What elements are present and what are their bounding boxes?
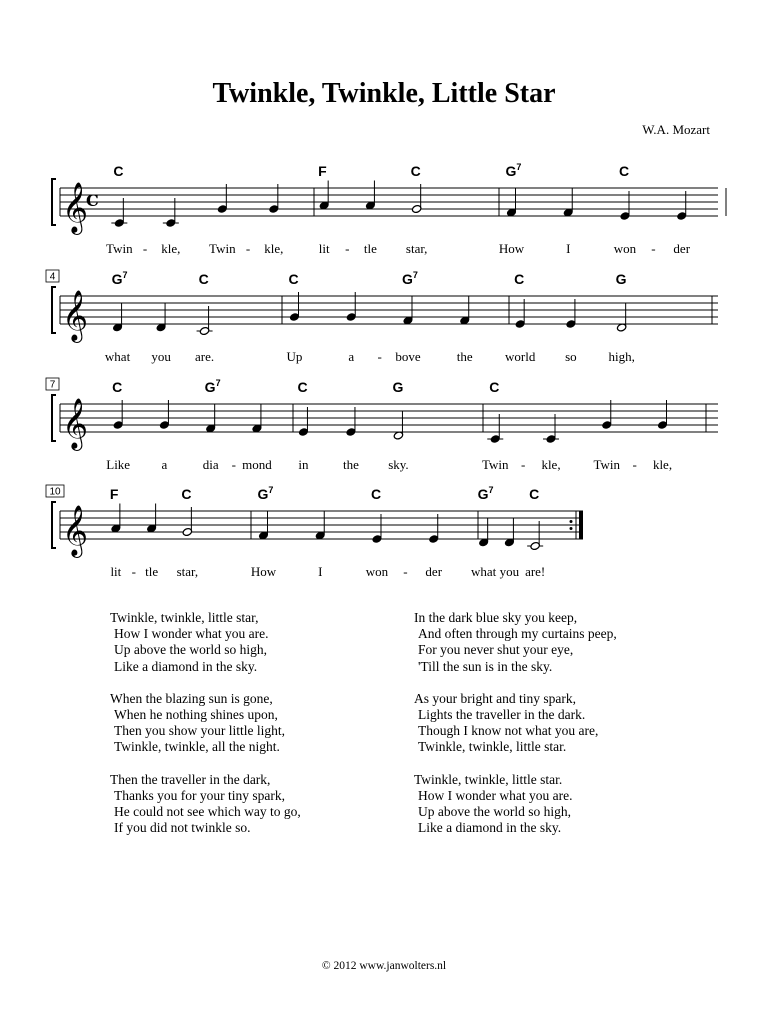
song-title: Twinkle, Twinkle, Little Star: [212, 78, 556, 109]
verse-line: Twinkle, twinkle, little star,: [110, 610, 259, 625]
verse-line: How I wonder what you are.: [418, 787, 573, 803]
chord-symbol: $G^7$: [401, 270, 418, 287]
lyric-syllable: bove: [395, 349, 421, 364]
lyric-syllable: won: [365, 564, 389, 579]
chord-symbol: C: [288, 271, 299, 287]
note: [343, 407, 359, 472]
lyric-syllable: kle,: [652, 457, 673, 472]
verse-line: Up above the world so high,: [114, 642, 267, 658]
verse-line: If you did not twinkle so.: [114, 820, 251, 836]
final-barline: [579, 511, 583, 539]
lyric-syllable: I: [318, 564, 323, 579]
lyric-syllable: sky.: [388, 457, 409, 472]
lyric-syllable: Up: [286, 349, 303, 364]
lyric-syllable: a: [161, 457, 168, 472]
verse-line: When he nothing shines upon,: [114, 707, 278, 723]
chord-symbol: C: [113, 163, 124, 179]
verse-line: Thanks you for your tiny spark,: [114, 787, 285, 803]
note: [151, 303, 171, 365]
lyric-syllable: Twin: [209, 241, 236, 256]
lyric-syllable: star,: [405, 241, 428, 256]
lyric-syllable: so: [565, 349, 577, 364]
note: [457, 296, 473, 365]
system-bracket: [52, 287, 56, 333]
lyric-syllable: Twin: [593, 457, 621, 472]
chord-symbol: G: [615, 271, 627, 287]
verse-line: How I wonder what you are.: [114, 626, 269, 642]
treble-clef-icon: 𝄞: [62, 290, 89, 341]
lyric-syllable: in: [298, 457, 309, 472]
lyric-syllable: How: [498, 241, 525, 256]
lyric-syllable: you: [151, 349, 171, 364]
treble-clef-icon: 𝄞: [62, 505, 89, 556]
lyric-syllable: a: [348, 349, 355, 364]
composer: W.A. Mozart: [642, 122, 710, 137]
verse-line: Twinkle, twinkle, little star.: [414, 771, 563, 787]
verse-stanza: [414, 691, 617, 756]
staff-system: [46, 485, 583, 579]
verse-stanza: [110, 610, 301, 675]
note: [425, 514, 442, 579]
lyric-syllable: kle,: [541, 457, 561, 472]
lyric-hyphen: -: [632, 457, 637, 472]
verse-line: Like a diamond in the sky.: [418, 820, 562, 836]
chord-symbol: C: [112, 379, 123, 395]
verse-line: Twinkle, twinkle, all the night.: [114, 739, 280, 755]
verse-line: 'Till the sun is in the sky.: [418, 658, 553, 674]
staff-system: [52, 162, 726, 256]
chord-symbol: C: [514, 271, 525, 287]
lyric-syllable: dia: [202, 457, 219, 472]
lyric-syllable: you: [499, 564, 520, 579]
lyric-syllable: lit: [318, 241, 330, 256]
chord-symbol: $G^7$: [204, 378, 221, 395]
staff-system: [46, 378, 718, 472]
treble-clef-icon: 𝄞: [62, 182, 89, 233]
lyric-syllable: Like: [106, 457, 131, 472]
lyric-syllable: der: [425, 564, 443, 579]
lyric-syllable: what: [471, 564, 497, 579]
chord-symbol: C: [181, 486, 192, 502]
verse-line: Up above the world so high,: [418, 804, 571, 820]
verse-line: Lights the traveller in the dark.: [418, 707, 586, 723]
lyric-syllable: I: [566, 241, 571, 256]
lyric-syllable: what: [104, 349, 131, 364]
note: [541, 414, 560, 472]
lyric-syllable: star,: [176, 564, 199, 579]
time-signature: C: [86, 191, 99, 210]
measure-number: 7: [49, 379, 56, 391]
staff-system: [46, 270, 718, 364]
lyric-syllable: mond: [242, 457, 272, 472]
lyric-hyphen: -: [403, 564, 408, 579]
chord-symbol: C: [489, 379, 500, 395]
lyric-hyphen: -: [345, 241, 350, 256]
lyric-syllable: world: [504, 349, 536, 364]
lyric-hyphen: -: [520, 457, 526, 472]
chord-symbol: C: [618, 163, 630, 179]
chord-symbol: C: [198, 271, 209, 287]
chord-symbol: F: [109, 486, 119, 502]
lyric-syllable: are.: [195, 349, 215, 364]
verse-line: For you never shut your eye,: [418, 642, 574, 658]
lyric-hyphen: -: [245, 241, 251, 256]
verse-line: And often through my curtains peep,: [418, 626, 617, 642]
chord-symbol: G: [392, 379, 404, 395]
note: [565, 299, 577, 364]
lyric-syllable: high,: [608, 349, 635, 364]
verse-line: Then the traveller in the dark,: [110, 771, 271, 787]
lyric-syllable: How: [250, 564, 277, 579]
chord-symbol: C: [410, 163, 421, 179]
system-bracket: [52, 502, 56, 548]
note: [145, 504, 158, 580]
lyric-hyphen: -: [651, 241, 656, 256]
repeat-dot: [570, 520, 573, 523]
verse-line: He could not see which way to go,: [114, 804, 301, 820]
chord-symbol: $G^7$: [257, 485, 274, 502]
verse-stanza: [110, 772, 301, 837]
lyric-syllable: kle,: [161, 241, 181, 256]
verse-line: Though I know not what you are,: [418, 723, 599, 739]
verse-stanza: [414, 610, 617, 675]
chord-symbol: F: [318, 163, 327, 179]
system-bracket: [52, 395, 56, 441]
measure-number: 4: [49, 271, 56, 283]
chord-symbol: $G^7$: [505, 162, 522, 179]
chord-symbol: C: [370, 486, 382, 502]
verse-stanza: [414, 772, 617, 837]
lyric-syllable: kle,: [264, 241, 284, 256]
lyric-hyphen: -: [142, 241, 148, 256]
note: [161, 198, 180, 256]
copyright-footer: © 2012 www.janwolters.nl: [321, 960, 447, 972]
lyric-syllable: won: [613, 241, 637, 256]
lyric-syllable: the: [343, 457, 359, 472]
lyric-syllable: tle: [363, 241, 377, 256]
lyric-hyphen: -: [377, 349, 382, 364]
note: [242, 404, 272, 473]
verse-line: Then you show your little light,: [114, 723, 285, 739]
note: [673, 191, 690, 256]
note: [563, 188, 574, 257]
verse-line: Twinkle, twinkle, little star.: [418, 739, 567, 755]
verses-right-column: [414, 610, 617, 852]
lyric-syllable: the: [456, 349, 473, 364]
system-bracket: [52, 179, 56, 225]
note: [364, 181, 377, 257]
lyric-syllable: tle: [145, 564, 159, 579]
verse-stanza: [110, 691, 301, 756]
note: [315, 511, 326, 580]
verses-left-column: [110, 610, 301, 852]
chord-symbol: C: [297, 379, 308, 395]
lyric-syllable: Twin: [106, 241, 133, 256]
measure-number: 10: [49, 486, 61, 498]
lyric-syllable: are!: [525, 564, 546, 579]
verse-line: Like a diamond in the sky.: [114, 658, 258, 674]
lyric-syllable: Twin: [481, 457, 509, 472]
treble-clef-icon: 𝄞: [62, 398, 89, 449]
lyric-syllable: lit: [110, 564, 122, 579]
lyric-hyphen: -: [231, 457, 236, 472]
lyric-hyphen: -: [131, 564, 136, 579]
chord-symbol: C: [529, 486, 540, 502]
verse-line: As your bright and tiny spark,: [414, 690, 576, 706]
lyric-syllable: der: [673, 241, 691, 256]
verse-line: In the dark blue sky you keep,: [414, 610, 578, 625]
chord-symbol: $G^7$: [477, 485, 494, 502]
note: [500, 518, 520, 580]
verse-line: When the blazing sun is gone,: [110, 690, 273, 706]
repeat-dot: [570, 527, 573, 530]
chord-symbol: $G^7$: [111, 270, 128, 287]
